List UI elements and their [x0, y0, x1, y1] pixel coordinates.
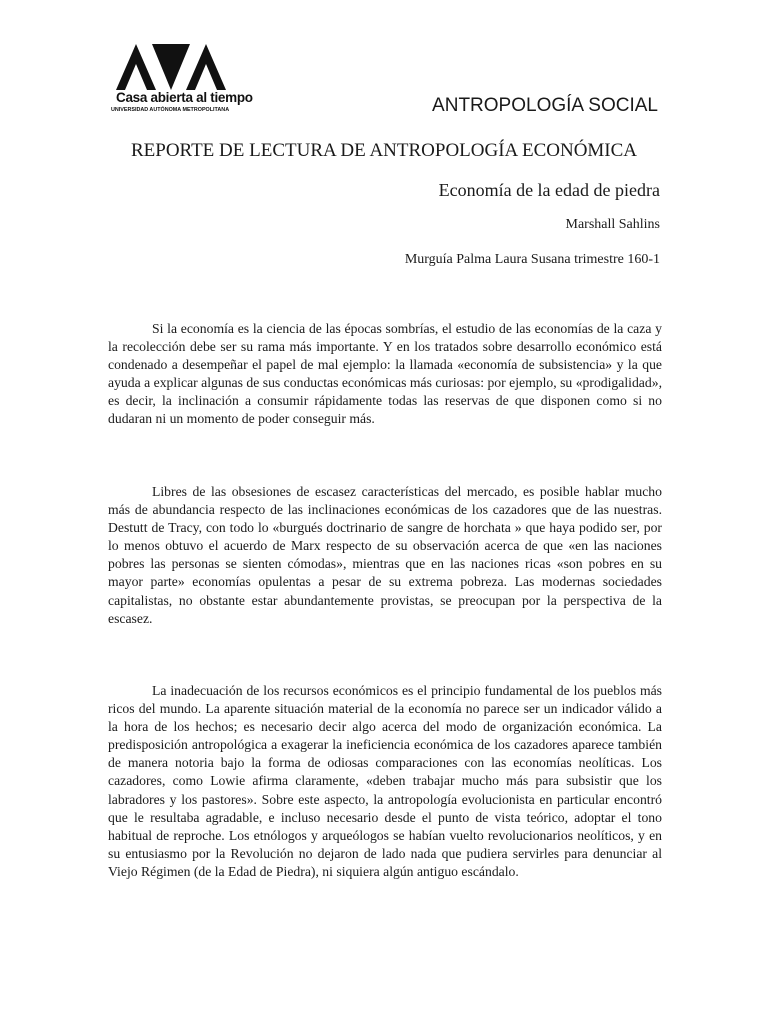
- paragraph-2: Libres de las obsesiones de escasez características del mercado, es posible hablar mucho más de abundancia respecto de las inclinaciones económicas de los cazadores que de las nuestras. Destutt de Tracy, con todo lo «burgués doctrinario de sangre de horchata » que haya podido ser, por lo menos obtuvo el acuerdo de Marx respecto de su observación acerca de que «en las naciones pobres las personas se sienten cómodas», mientras que en las naciones ricas «son pobres en su mayor parte» economías opulentas a pesar de su extrema pobreza. Las modernas sociedades capitalistas, no obstante estar abundantemente provistas, se preocupan por la perspectiva de la escasez.: [108, 484, 662, 626]
- report-title: REPORTE DE LECTURA DE ANTROPOLOGÍA ECONÓMICA: [130, 140, 638, 161]
- uam-logo-icon: [116, 44, 226, 90]
- university-logo: [108, 44, 253, 120]
- department-heading: ANTROPOLOGÍA SOCIAL: [432, 95, 658, 116]
- student-info: Murguía Palma Laura Susana trimestre 160-1: [404, 252, 660, 267]
- book-title: Economía de la edad de piedra: [438, 180, 660, 200]
- paragraph-3: La inadecuación de los recursos económicos es el principio fundamental de los pueblos más ricos del mundo. La aparente situación material de la economía no parece ser un indicador válido a la hora de los hechos; es necesario decir algo acerca del modo de organización económica. La predisposición antropológica a exagerar la ineficiencia económica de los cazadores aparece también de manera notoria bajo la forma de odiosas comparaciones con las economías neolíticas. Los cazadores, como Lowie afirma claramente, «deben trabajar mucho más para subsistir que los labradores y los pastores». Sobre este aspecto, la antropología evolucionista en particular encontró que le resultaba agradable, e incluso necesario desde el punto de vista teórico, adoptar el tono habitual de reproche. Los etnólogos y arqueólogos se habían vuelto revolucionarios neolíticos, y en su entusiasmo por la Revolución no dejaron de lado nada que pudiera servirles para denunciar al Viejo Régimen (de la Edad de Piedra), ni siquiera algún antiguo escándalo.: [108, 683, 662, 879]
- logo-motto: Casa abierta al tiempo: [116, 90, 253, 105]
- paragraph-1: Si la economía es la ciencia de las épocas sombrías, el estudio de las economías de la caza y la recolección debe ser su rama más importante. Y en los tratados sobre desarrollo económico está condenado a desempeñar el papel de mal ejemplo: la llamada «economía de subsistencia» y la que ayuda a explicar algunas de sus conductas económicas más curiosas: por ejemplo, su «prodigalidad», es decir, la inclinación a consumir rápidamente todas las reservas de que disponen como si no dudaran ni un momento de poder conseguir más.: [108, 321, 662, 427]
- logo-subtitle: UNIVERSIDAD AUTÓNOMA METROPOLITANA: [111, 107, 230, 113]
- author-name: Marshall Sahlins: [565, 217, 660, 232]
